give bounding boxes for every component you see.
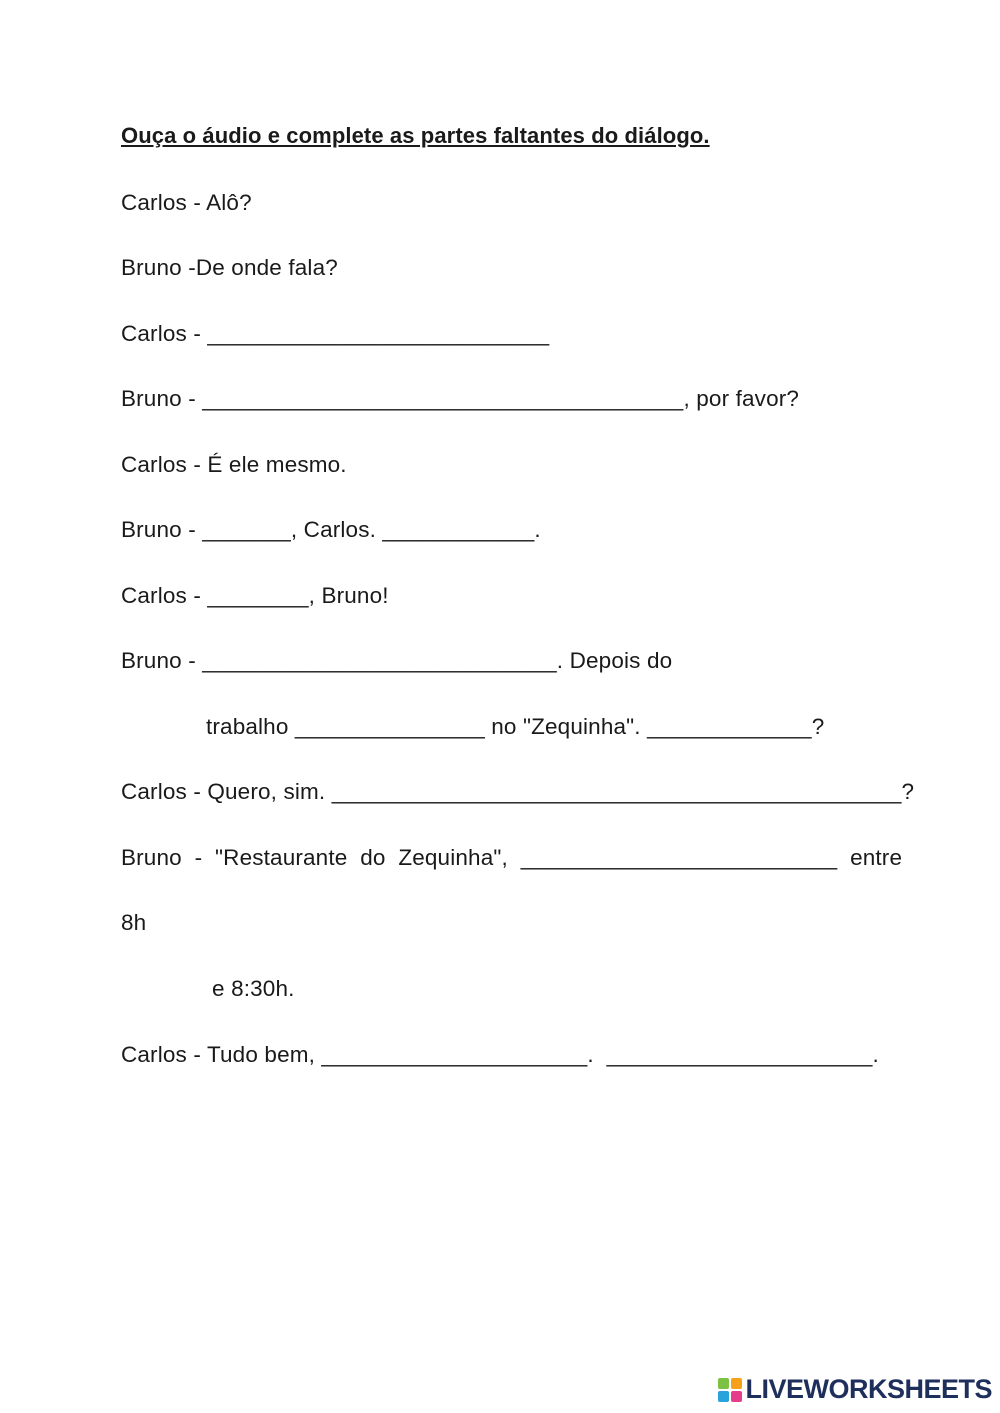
dialogue-line: e 8:30h. [212, 976, 295, 1001]
dialogue-line: Carlos - Tudo bem, _____________________. _____________________. [121, 1042, 879, 1067]
dialogue-line: Carlos - ___________________________ [121, 321, 550, 346]
dialogue-line: Bruno -De onde fala? [121, 255, 338, 280]
dialogue-line: Carlos - É ele mesmo. [121, 452, 347, 477]
dialogue-line: Bruno - "Restaurante do Zequinha", _________________________ entre [121, 845, 903, 870]
liveworksheets-logo [718, 1374, 992, 1405]
dialogue-line: Carlos - Alô? [121, 190, 252, 215]
logo-mark-icon [718, 1378, 742, 1402]
dialogue-line: Carlos - Quero, sim. _____________________________________________? [121, 779, 915, 804]
dialogue-line: Bruno - ______________________________________, por favor? [121, 386, 800, 411]
dialogue-line: 8h [121, 910, 147, 935]
logo-text: LIVEWORKSHEETS [745, 1374, 992, 1404]
dialogue-line: Bruno - ____________________________. Depois do [121, 648, 673, 673]
dialogue-line: Bruno - _______, Carlos. ____________. [121, 517, 541, 542]
dialogue-line: Carlos - ________, Bruno! [121, 583, 389, 608]
worksheet-title: Ouça o áudio e complete as partes faltantes do diálogo. [121, 123, 710, 148]
dialogue-line: trabalho _______________ no "Zequinha". _____________? [206, 714, 825, 739]
